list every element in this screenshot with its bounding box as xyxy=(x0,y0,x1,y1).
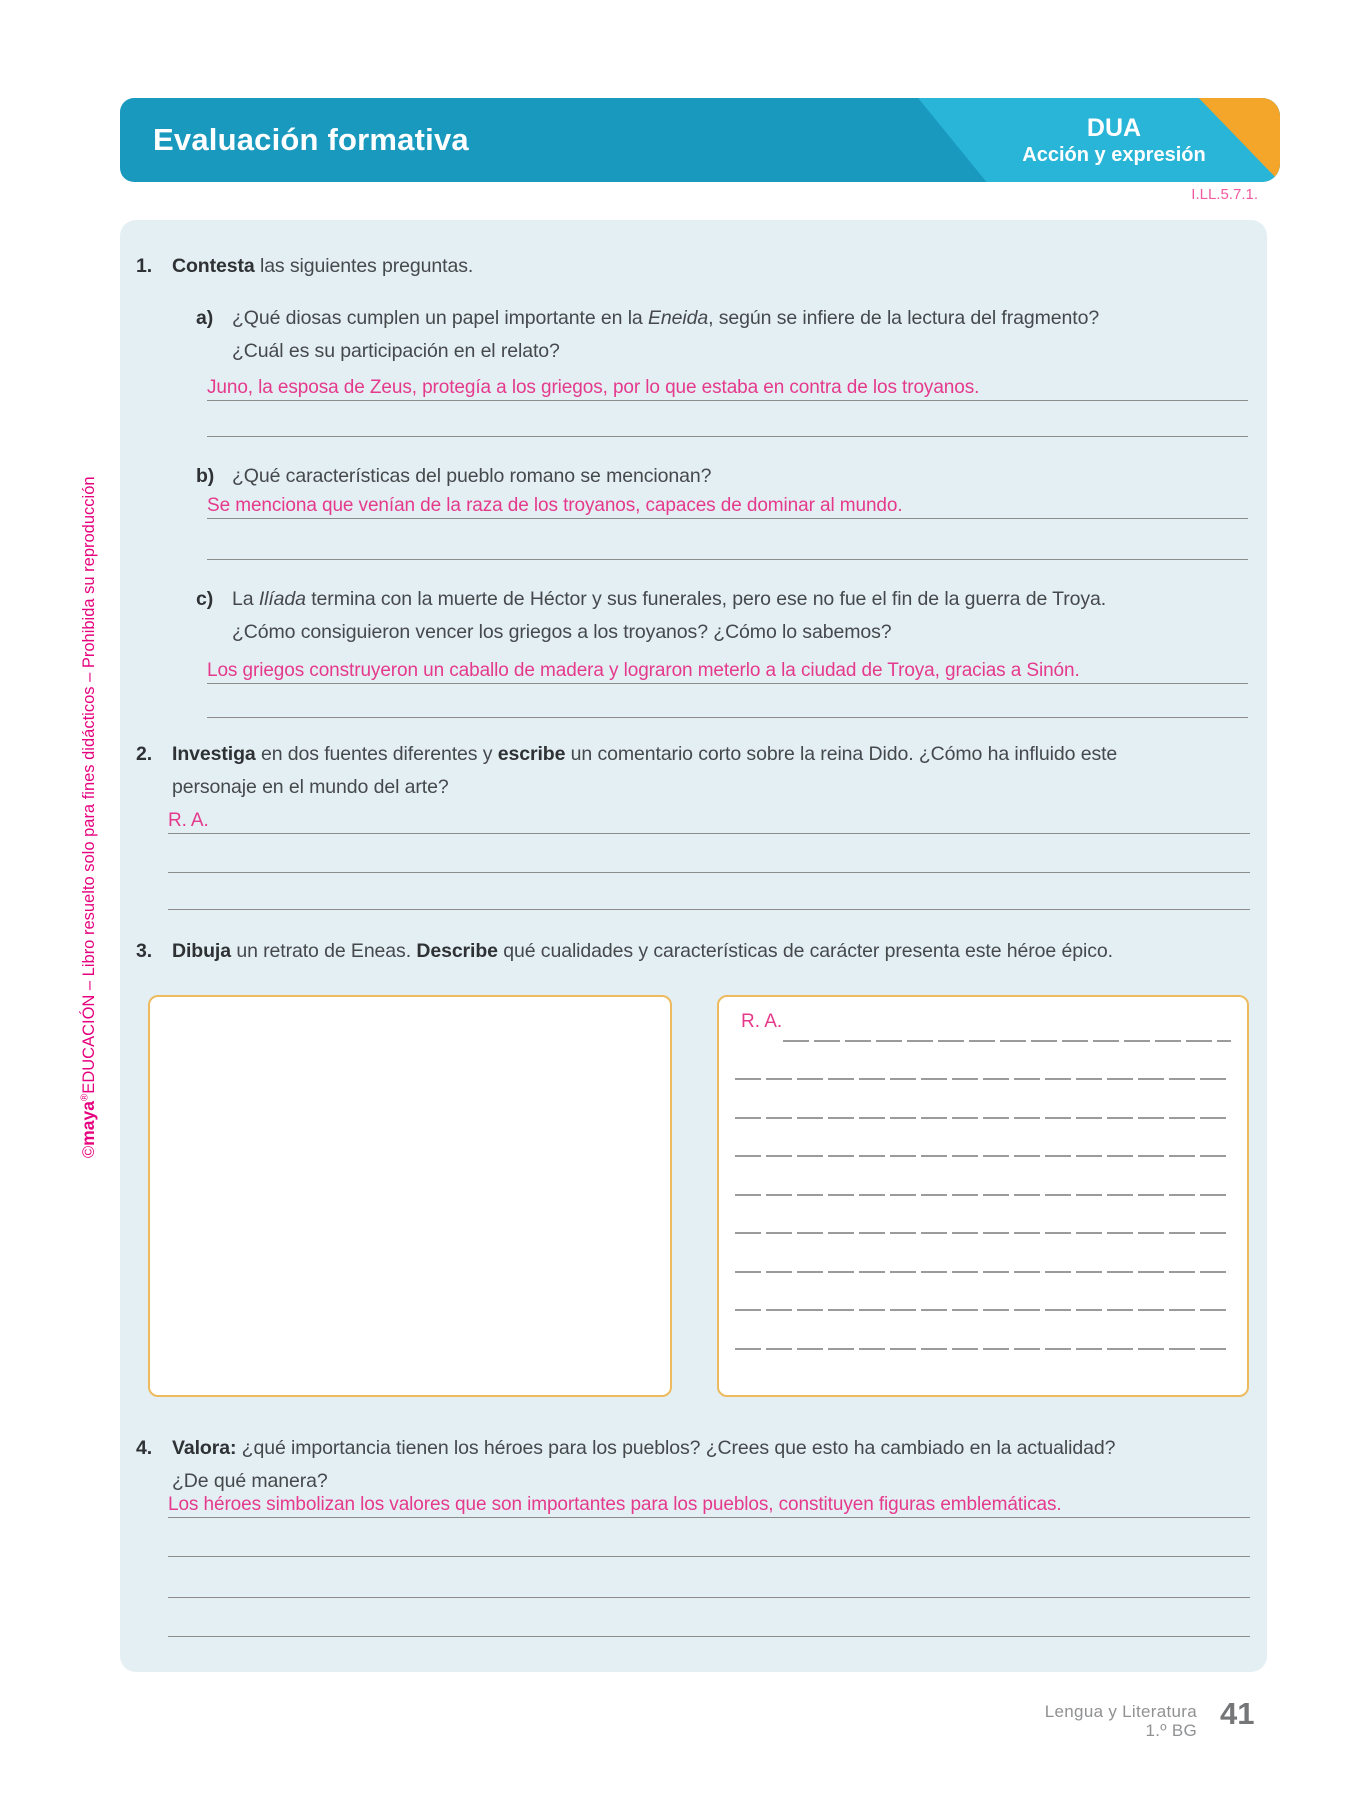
question-1a-title-emphasis: Eneida xyxy=(647,307,709,329)
question-1 xyxy=(136,250,1256,283)
question-1-number: 1. xyxy=(136,255,153,277)
answer-4-blank-line-3 xyxy=(168,1611,1250,1637)
answer-1b: Se menciona que venían de la raza de los troyanos, capaces de dominar al mundo. xyxy=(207,493,1248,519)
answer-1c: Los griegos construyeron un caballo de madera y lograron meterlo a la ciudad de Troya, gracias a Sinón. xyxy=(207,658,1248,684)
question-2-verb1: Investiga xyxy=(172,743,256,765)
copyright-symbol: © xyxy=(80,1145,98,1158)
question-3-verb1: Dibuja xyxy=(172,940,231,962)
question-3 xyxy=(136,935,1256,968)
question-3-number: 3. xyxy=(136,940,153,962)
drawing-answer-box xyxy=(148,995,672,1397)
answer-2-blank-line-1 xyxy=(168,847,1250,873)
question-4 xyxy=(136,1432,1256,1498)
question-2-verb2: escribe xyxy=(497,743,566,765)
answer-3-rule-line-1 xyxy=(783,1040,1231,1042)
registered-symbol: ® xyxy=(79,1093,91,1102)
footer-grade: 1.º BG xyxy=(1145,1721,1197,1740)
question-1c-text-part2: termina con la muerte de Héctor y sus funerales, pero ese no fue el fin de la guerra de Troya. xyxy=(305,588,1107,610)
question-1a-text-part2: , según se infiere de la lectura del fragmento? xyxy=(708,307,1100,329)
question-2-text: un comentario corto sobre la reina Dido. ¿Cómo ha influido este xyxy=(565,743,1118,765)
question-4-verb: Valora: xyxy=(172,1437,237,1459)
dua-label: DUA xyxy=(1086,114,1142,142)
answer-1a-blank-line xyxy=(207,411,1248,437)
question-4-number: 4. xyxy=(136,1437,153,1459)
question-1a-text-line2: ¿Cuál es su participación en el relato? xyxy=(232,340,560,362)
question-2 xyxy=(136,738,1256,804)
question-4-text-line2: ¿De qué manera? xyxy=(172,1470,328,1492)
question-1-text: las siguientes preguntas. xyxy=(254,255,474,277)
answer-4-blank-line-1 xyxy=(168,1531,1250,1557)
answer-3-rule-line-8 xyxy=(735,1309,1231,1311)
answer-3-rule-line-7 xyxy=(735,1271,1231,1273)
answer-1a: Juno, la esposa de Zeus, protegía a los griegos, por lo que estaba en contra de los troyanos. xyxy=(207,375,1248,401)
answer-4: Los héroes simbolizan los valores que son importantes para los pueblos, constituyen figuras emblemáticas. xyxy=(168,1492,1250,1518)
copyright-notice xyxy=(78,426,102,1158)
question-1c-text-line2: ¿Cómo consiguieron vencer los griegos a los troyanos? ¿Cómo lo sabemos? xyxy=(232,621,892,643)
content-panel xyxy=(120,220,1267,1672)
answer-3-rule-line-2 xyxy=(735,1078,1231,1080)
question-1a xyxy=(196,302,1240,368)
answer-3-rule-line-4 xyxy=(735,1155,1231,1157)
question-1b-letter: b) xyxy=(196,465,215,487)
answer-3-rule-line-6 xyxy=(735,1232,1231,1234)
section-banner xyxy=(120,98,1280,182)
answer-3: R. A. xyxy=(741,1011,783,1032)
dua-block xyxy=(948,113,1280,167)
question-3-text-mid: un retrato de Eneas. xyxy=(231,940,417,962)
publisher-brand-suffix: EDUCACIÓN xyxy=(80,994,98,1094)
question-3-text: qué cualidades y características de carácter presenta este héroe épico. xyxy=(497,940,1113,962)
question-2-number: 2. xyxy=(136,743,153,765)
answer-2-blank-line-2 xyxy=(168,884,1250,910)
question-1a-text-part1: ¿Qué diosas cumplen un papel importante en la xyxy=(232,307,648,329)
question-1-verb: Contesta xyxy=(172,255,255,277)
answer-3-rule-line-5 xyxy=(735,1194,1231,1196)
question-1c-letter: c) xyxy=(196,588,214,610)
question-2-text-mid: en dos fuentes diferentes y xyxy=(255,743,498,765)
question-1b-text: ¿Qué características del pueblo romano se mencionan? xyxy=(232,465,712,487)
answer-3-rule-line-3 xyxy=(735,1117,1231,1119)
publisher-brand: maya xyxy=(78,1101,98,1146)
answer-2: R. A. xyxy=(168,808,1250,834)
question-1c-title-emphasis: Ilíada xyxy=(258,588,306,610)
copyright-notice-text: – Libro resuelto solo para fines didácticos – Prohibida su reproducción xyxy=(80,476,98,995)
question-1b xyxy=(196,460,1240,493)
footer-book-info xyxy=(1045,1702,1197,1740)
section-title: Evaluación formativa xyxy=(153,122,469,157)
question-1a-letter: a) xyxy=(196,307,214,329)
question-1c xyxy=(196,583,1240,649)
page-number: 41 xyxy=(1220,1696,1255,1731)
question-1c-text-part1: La xyxy=(232,588,259,610)
answer-4-blank-line-2 xyxy=(168,1572,1250,1598)
answer-1b-blank-line xyxy=(207,534,1248,560)
question-4-text: ¿qué importancia tienen los héroes para los pueblos? ¿Crees que esto ha cambiado en la actualidad? xyxy=(236,1437,1116,1459)
question-2-text-line2: personaje en el mundo del arte? xyxy=(172,776,449,798)
question-3-verb2: Describe xyxy=(416,940,498,962)
footer-subject: Lengua y Literatura xyxy=(1044,1702,1197,1721)
curriculum-standard-code: I.LL.5.7.1. xyxy=(1191,186,1258,203)
answer-1c-blank-line xyxy=(207,692,1248,718)
written-answer-box xyxy=(717,995,1249,1397)
answer-3-rule-line-9 xyxy=(735,1348,1231,1350)
dua-sublabel: Acción y expresión xyxy=(1022,144,1206,166)
